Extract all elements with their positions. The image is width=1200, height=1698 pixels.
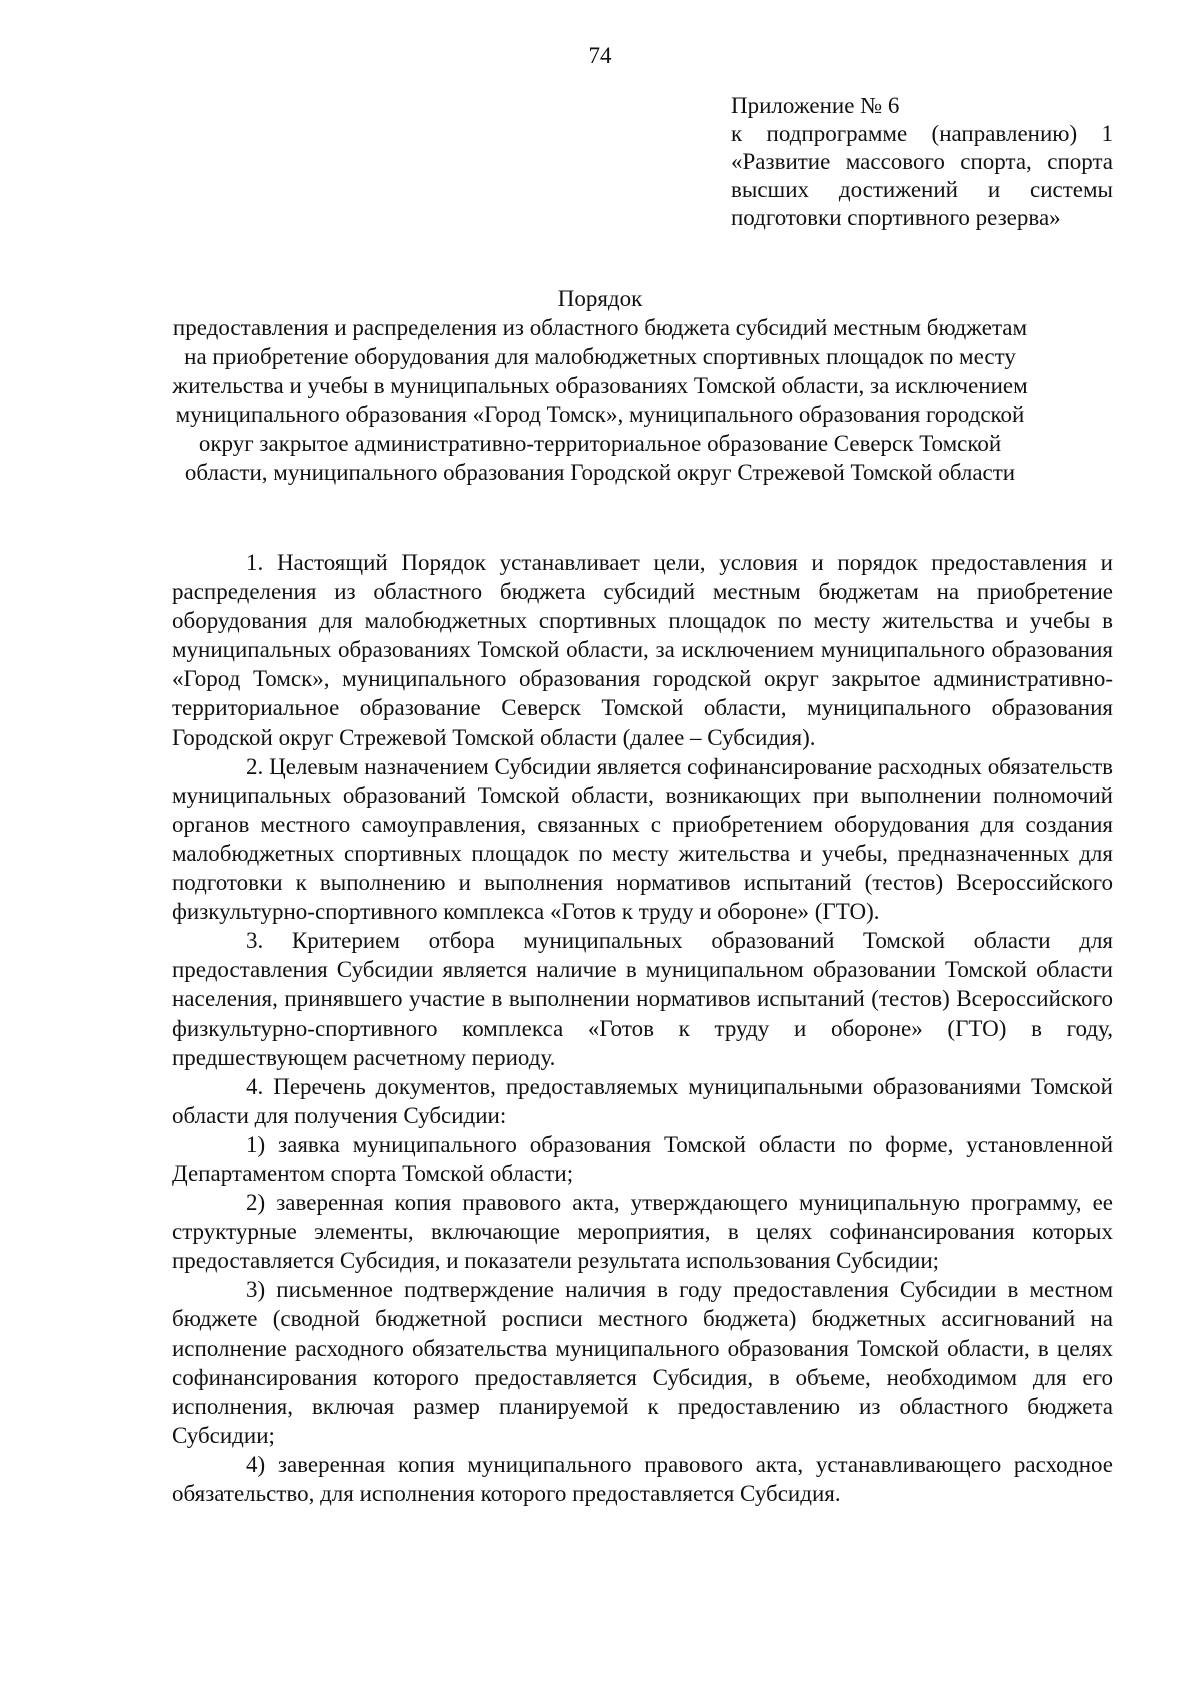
title-line: области, муниципального образования Городской округ Стрежевой Томской области [184, 460, 1016, 485]
paragraph-1: 1. Настоящий Порядок устанавливает цели, условия и порядок предоставления и распределения из областного бюджета субсидий местным бюджетам на приобретение оборудования для малобюджетных спортивных площадок по месту жительства и учебы в муниципальных образованиях Томской области, за исключением муниципального образования «Город Томск», муниципального образования городской округ закрытое административно-территориальное образование Северск Томской области, муниципального образования Городской округ Стрежевой Томской области (далее – Субсидия). [172, 550, 1113, 750]
document-title [130, 284, 1070, 487]
paragraph-4: 4. Перечень документов, предоставляемых муниципальными образованиями Томской области для получения Субсидии: [172, 1073, 1113, 1128]
appendix-line: к подпрограмме (направлению) 1 [731, 121, 1113, 146]
paragraph-3: 3. Критерием отбора муниципальных образований Томской области для предоставления Субсидии является наличие в муниципальном образовании Томской области населения, принявшего участие в выполнении нормативов испытаний (тестов) Всероссийского физкультурно-спортивного комплекса «Готов к труду и обороне» (ГТО) в году, предшествующем расчетному периоду. [172, 928, 1113, 1070]
appendix-line: подготовки спортивного резерва» [731, 205, 1061, 230]
list-item-3: 3) письменное подтверждение наличия в году предоставления Субсидии в местном бюджете (сводной бюджетной росписи местного бюджета) бюджетных ассигнований на исполнение расходного обязательства муниципального образования Томской области, в целях софинансирования которого предоставляется Субсидия, в объеме, необходимом для его исполнения, включая размер планируемой к предоставлению из областного бюджета Субсидии; [172, 1277, 1113, 1448]
paragraph-2: 2. Целевым назначением Субсидии является софинансирование расходных обязательств муниципальных образований Томской области, возникающих при выполнении полномочий органов местного самоуправления, связанных с приобретением оборудования для создания малобюджетных спортивных площадок по месту жительства и учебы, предназначенных для подготовки к выполнению и выполнения нормативов испытаний (тестов) Всероссийского физкультурно-спортивного комплекса «Готов к труду и обороне» (ГТО). [172, 753, 1113, 925]
document-body [172, 548, 1113, 1508]
title-line: предоставления и распределения из областного бюджета субсидий местным бюджетам [172, 315, 1028, 340]
title-line: на приобретение оборудования для малобюджетных спортивных площадок по месту [184, 344, 1016, 369]
title-line: жительства и учебы в муниципальных образованиях Томской области, за исключением [172, 373, 1028, 398]
list-item-2: 2) заверенная копия правового акта, утверждающего муниципальную программу, ее структурные элементы, включающие мероприятия, в целях софинансирования которых предоставляется Субсидия, и показатели результата использования Субсидии; [172, 1190, 1113, 1274]
appendix-line: Приложение № 6 [731, 93, 900, 118]
appendix-reference [731, 92, 1113, 232]
list-item-1: 1) заявка муниципального образования Томской области по форме, установленной Департаментом спорта Томской области; [172, 1131, 1113, 1186]
title-line: округ закрытое административно-территориальное образование Северск Томской [198, 431, 1002, 456]
page-number: 74 [588, 43, 612, 68]
appendix-line: высших достижений и системы [731, 177, 1113, 202]
appendix-line: «Развитие массового спорта, спорта [731, 149, 1113, 174]
list-item-4: 4) заверенная копия муниципального правового акта, устанавливающего расходное обязательство, для исполнения которого предоставляется Субсидия. [172, 1451, 1113, 1506]
title-heading: Порядок [557, 286, 643, 311]
title-line: муниципального образования «Город Томск», муниципального образования городской [175, 402, 1025, 427]
